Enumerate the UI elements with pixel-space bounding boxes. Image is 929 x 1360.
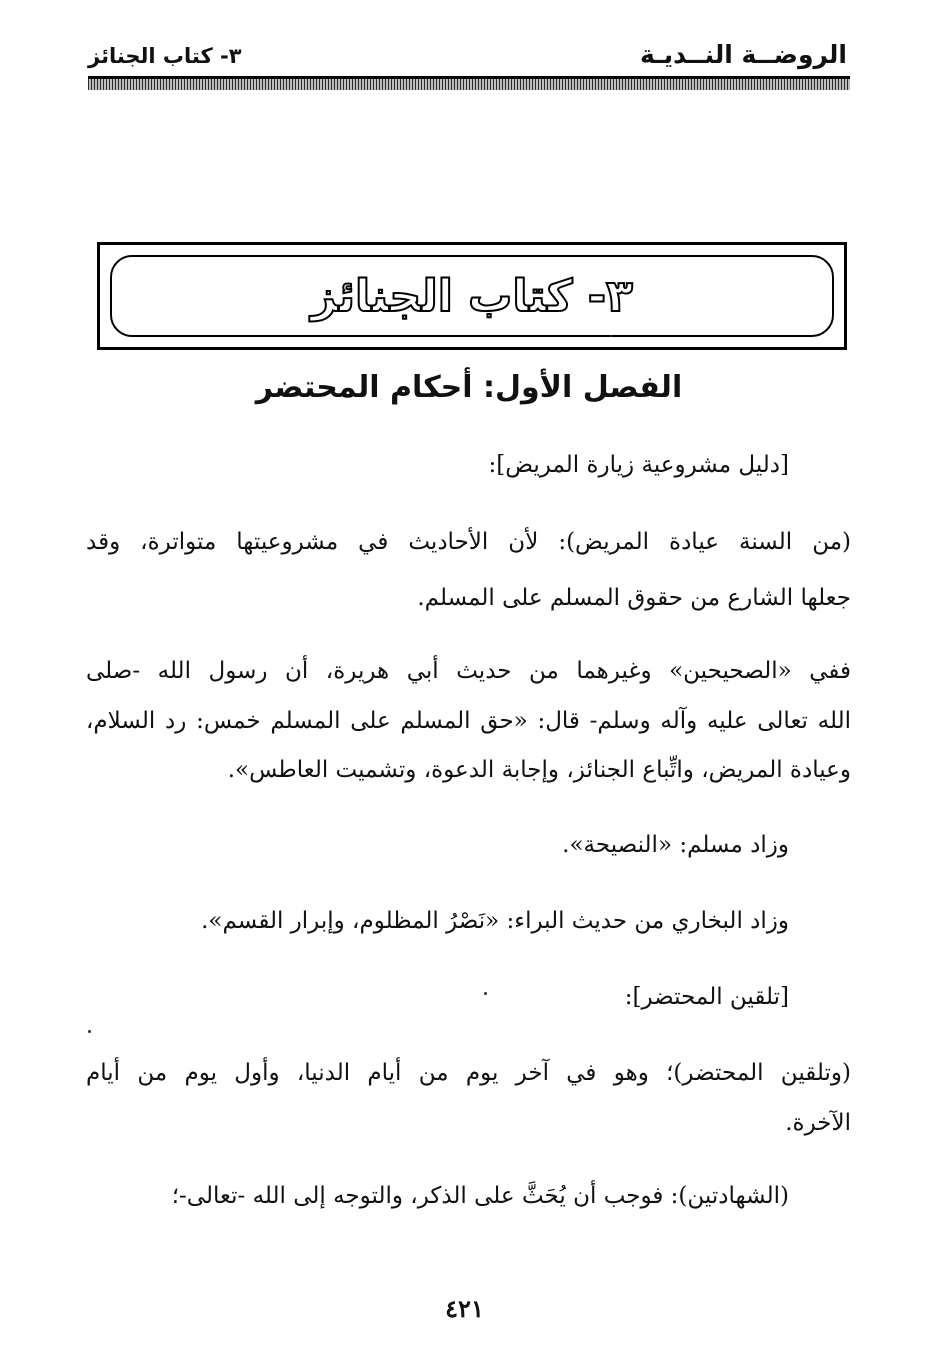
scan-speck [484,992,487,995]
book-title-frame [97,242,847,350]
paragraph-line: وعيادة المريض، واتِّباع الجنائز، وإجابة الدعوة، وتشميت العاطس». [227,757,851,783]
scan-speck [610,335,612,337]
scan-speck [88,1030,91,1033]
paragraph-line: جعلها الشارع من حقوق المسلم على المسلم. [417,585,851,611]
book-title-inner-frame [110,255,834,337]
running-header-book-title: الروضــة النــديـة [640,40,847,69]
paragraph-line: وزاد البخاري من حديث البراء: «نَصْرُ المظلوم، وإبرار القسم». [201,908,789,934]
chapter-heading: الفصل الأول: أحكام المحتضر [255,370,683,405]
paragraph-line: (الشهادتين): فوجب أن يُحَثَّ على الذكر، والتوجه إلى الله -تعالى-؛ [171,1183,789,1209]
header-divider [88,76,850,90]
paragraph-line: وزاد مسلم: «النصيحة». [562,832,789,858]
paragraph-line: (وتلقين المحتضر)؛ وهو في آخر يوم من أيام الدنيا، وأول يوم من أيام [86,1060,851,1086]
running-header-section-title: ٣- كتاب الجنائز [88,44,242,68]
paragraph-line: ففي «الصحيحين» وغيرهما من حديث أبي هريرة، أن رسول الله -صلى [86,658,851,684]
paragraph-line: الله تعالى عليه وآله وسلم- قال: «حق المسلم على المسلم خمس: رد السلام، [86,708,851,734]
book-title: ٣- كتاب الجنائز [311,270,633,322]
paragraph-line: (من السنة عيادة المريض): لأن الأحاديث في مشروعيتها متواترة، وقد [86,529,851,555]
paragraph-line: الآخرة. [785,1110,851,1136]
subheading-visiting-sick: [دليل مشروعية زيارة المريض]: [488,452,789,478]
subheading-talqin: [تلقين المحتضر]: [624,984,789,1010]
page-number: ٤٢١ [445,1294,484,1323]
